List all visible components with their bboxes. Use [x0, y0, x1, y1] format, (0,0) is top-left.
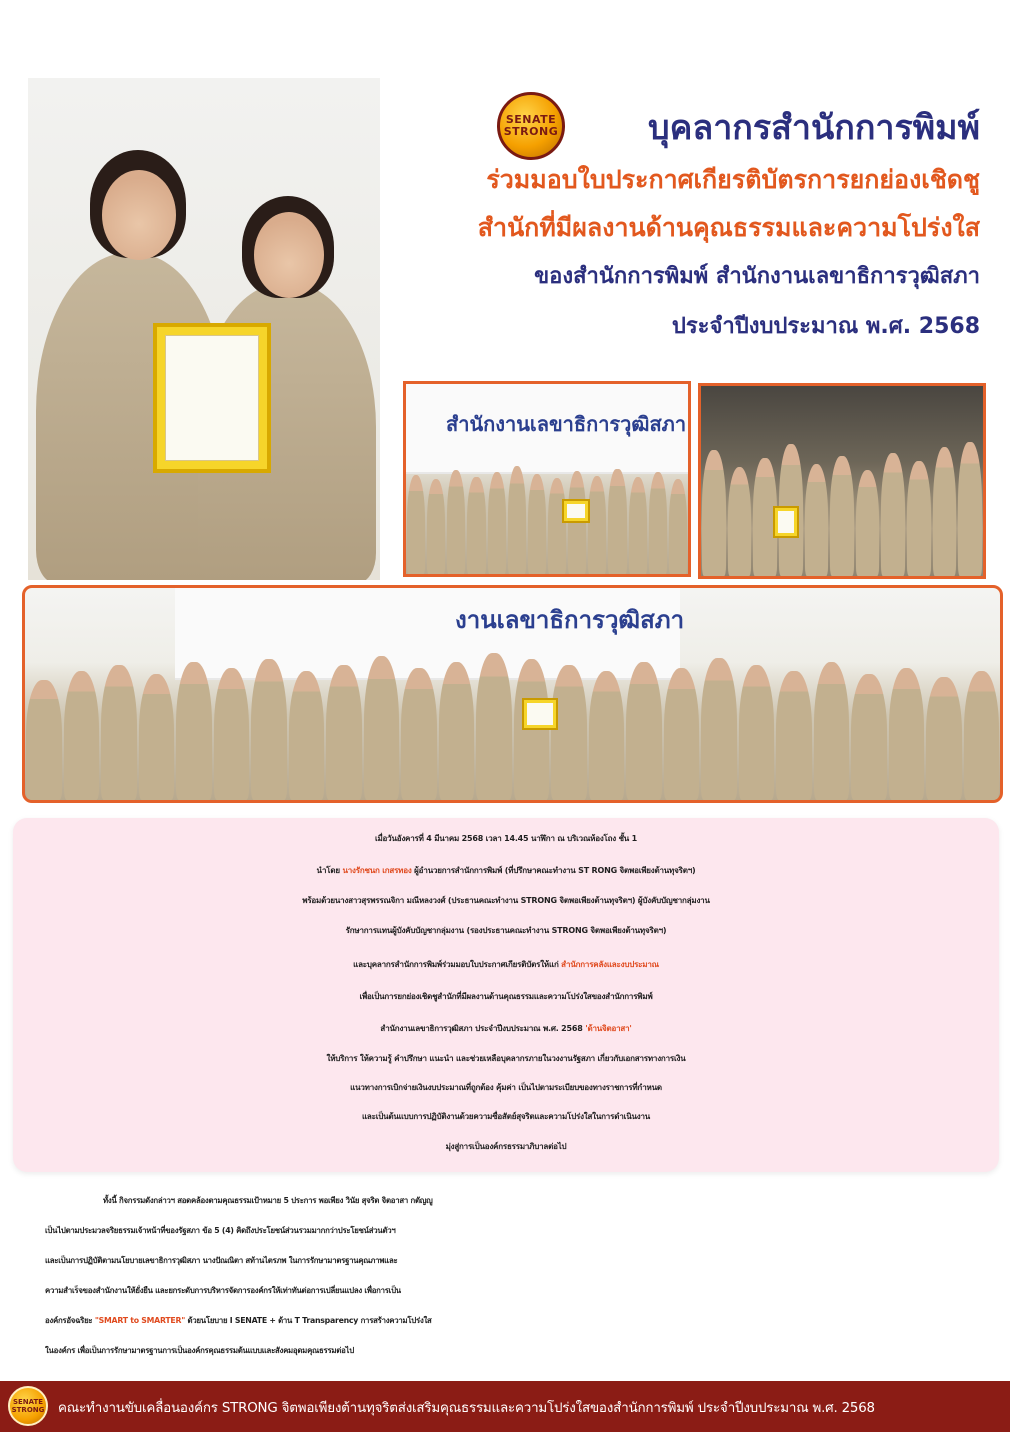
body-paragraph — [45, 1186, 975, 1366]
summary-box — [13, 818, 999, 1172]
footer-bar — [0, 1381, 1010, 1432]
photo1-group — [406, 466, 688, 574]
person-left-face — [102, 170, 176, 260]
summary-line-5 — [13, 958, 999, 971]
category-label: 'ด้านจิตอาสา' — [585, 1024, 632, 1033]
event-photo-2 — [698, 383, 986, 579]
photo1-certificate — [562, 499, 590, 523]
summary-line-6: เพื่อเป็นการยกย่องเชิดชูสำนักที่มีผลงานด้านคุณธรรมและความโปร่งใสของสำนักการพิมพ์ — [359, 992, 653, 1001]
event-photo-group — [22, 585, 1003, 803]
page-subtitle-2: สำนักที่มีผลงานด้านคุณธรรมและความโปร่งใส — [477, 213, 980, 242]
hero-photo — [28, 78, 380, 580]
summary-line-7-pre: สำนักงานเลขาธิการวุฒิสภา ประจำปีงบประมาณ พ.ศ. 2568 — [380, 1024, 586, 1033]
footer-logo — [8, 1386, 48, 1426]
summary-line-2-post: ผู้อำนวยการสำนักการพิมพ์ (ที่ปรึกษาคณะทำงาน ST RONG จิตพอเพียงต้านทุจริตฯ) — [411, 866, 696, 875]
slogan-text: "SMART to SMARTER" — [94, 1316, 186, 1325]
summary-line-11: มุ่งสู่การเป็นองค์กรธรรมาภิบาลต่อไป — [445, 1142, 567, 1151]
page-title: บุคลากรสำนักการพิมพ์ — [648, 108, 980, 148]
page-subtitle-4: ประจำปีงบประมาณ พ.ศ. 2568 — [671, 314, 980, 339]
paragraph-line-1: ทั้งนี้ กิจกรรมดังกล่าวฯ สอดคล้องตามคุณธรรมเป้าหมาย 5 ประการ พอเพียง วินัย สุจริต จิตอาสา กตัญญู — [103, 1196, 433, 1205]
event-photo-1 — [403, 381, 691, 577]
footer-logo-word-2: STRONG — [11, 1406, 45, 1414]
photo2-certificate — [773, 506, 799, 538]
certificate-frame — [153, 323, 271, 473]
footer-text: คณะทำงานขับเคลื่อนองค์กร STRONG จิตพอเพียงต้านทุจริตส่งเสริมคุณธรรมและความโปร่งใสของสำนักการพิมพ์ ประจำปีงบประมาณ พ.ศ. 2568 — [58, 1401, 875, 1416]
summary-line-3: พร้อมด้วยนางสาวสุรพรรณจิกา มณีหลงวงศ์ (ประธานคณะทำงาน STRONG จิตพอเพียงต้านทุจริตฯ) ผู้บังคับบัญชากลุ่มงาน — [302, 896, 710, 905]
director-name: นางรักชนก เกสรทอง — [342, 866, 412, 875]
paragraph-line-2: เป็นไปตามประมวลจริยธรรมเจ้าหน้าที่ของรัฐสภา ข้อ 5 (4) คิดถึงประโยชน์ส่วนรวมมากกว่าประโยชน์ส่วนตัวฯ — [45, 1226, 396, 1235]
photo2-group — [701, 436, 983, 576]
summary-line-4: รักษาการแทนผู้บังคับบัญชากลุ่มงาน (รองประธานคณะทำงาน STRONG จิตพอเพียงต้านทุจริตฯ) — [345, 926, 667, 935]
person-right-face — [254, 212, 324, 298]
paragraph-line-5 — [45, 1306, 975, 1336]
paragraph-line-3: และเป็นการปฏิบัติตามนโยบายเลขาธิการวุฒิสภา นางปัณณิตา สท้านไตรภพ ในการรักษามาตรฐานคุณภาพและ — [45, 1256, 398, 1265]
photo3-certificate — [522, 698, 558, 730]
summary-line-9: แนวทางการเบิกจ่ายเงินงบประมาณที่ถูกต้อง คุ้มค่า เป็นไปตามระเบียบของทางราชการที่กำหนด — [350, 1083, 662, 1092]
paragraph-line-5-pre: องค์กรอัจฉริยะ — [45, 1316, 95, 1325]
page-subtitle-1: ร่วมมอบใบประกาศเกียรติบัตรการยกย่องเชิดชู — [486, 165, 980, 194]
summary-line-5-pre: และบุคลากรสำนักการพิมพ์ร่วมมอบใบประกาศเกียรติบัตรให้แก่ — [353, 960, 562, 969]
footer-logo-word-1: SENATE — [12, 1398, 44, 1406]
paragraph-line-6: ในองค์กร เพื่อเป็นการรักษามาตรฐานการเป็นองค์กรคุณธรรมต้นแบบและสังคมอุดมคุณธรรมต่อไป — [45, 1346, 354, 1355]
logo-word-1: SENATE — [505, 113, 557, 126]
senate-strong-logo — [497, 92, 565, 160]
photo1-banner-text: สำนักงานเลขาธิการวุฒิสภา — [446, 412, 687, 436]
summary-line-8: ให้บริการ ให้ความรู้ คำปรึกษา แนะนำ และช่วยเหลือบุคลากรภายในวงงานรัฐสภา เกี่ยวกับเอกสารทางการเงิน — [326, 1054, 686, 1063]
photo3-group — [25, 650, 1000, 800]
recipient-office: สำนักการคลังและงบประมาณ — [561, 960, 659, 969]
summary-line-1: เมื่อวันอังคารที่ 4 มีนาคม 2568 เวลา 14.45 นาฬิกา ณ บริเวณห้องโถง ชั้น 1 — [374, 834, 638, 843]
photo3-banner-text: งานเลขาธิการวุฒิสภา — [455, 605, 685, 634]
summary-line-7 — [13, 1022, 999, 1035]
logo-word-2: STRONG — [503, 125, 559, 138]
page-subtitle-3: ของสำนักการพิมพ์ สำนักงานเลขาธิการวุฒิสภา — [534, 264, 980, 289]
paragraph-line-5-post: ด้วยนโยบาย I SENATE + ด้าน T Transparency การสร้างความโปร่งใส — [185, 1316, 432, 1325]
paragraph-line-4: ความสำเร็จของสำนักงานให้ยั่งยืน และยกระดับการบริหารจัดการองค์กรให้เท่าทันต่อการเปลี่ยนแปลง เพื่อการเป็น — [45, 1286, 401, 1295]
summary-line-2-pre: นำโดย — [316, 866, 343, 875]
summary-line-10: และเป็นต้นแบบการปฏิบัติงานด้วยความซื่อสัตย์สุจริตและความโปร่งใสในการดำเนินงาน — [361, 1112, 651, 1121]
summary-line-2 — [13, 864, 999, 877]
